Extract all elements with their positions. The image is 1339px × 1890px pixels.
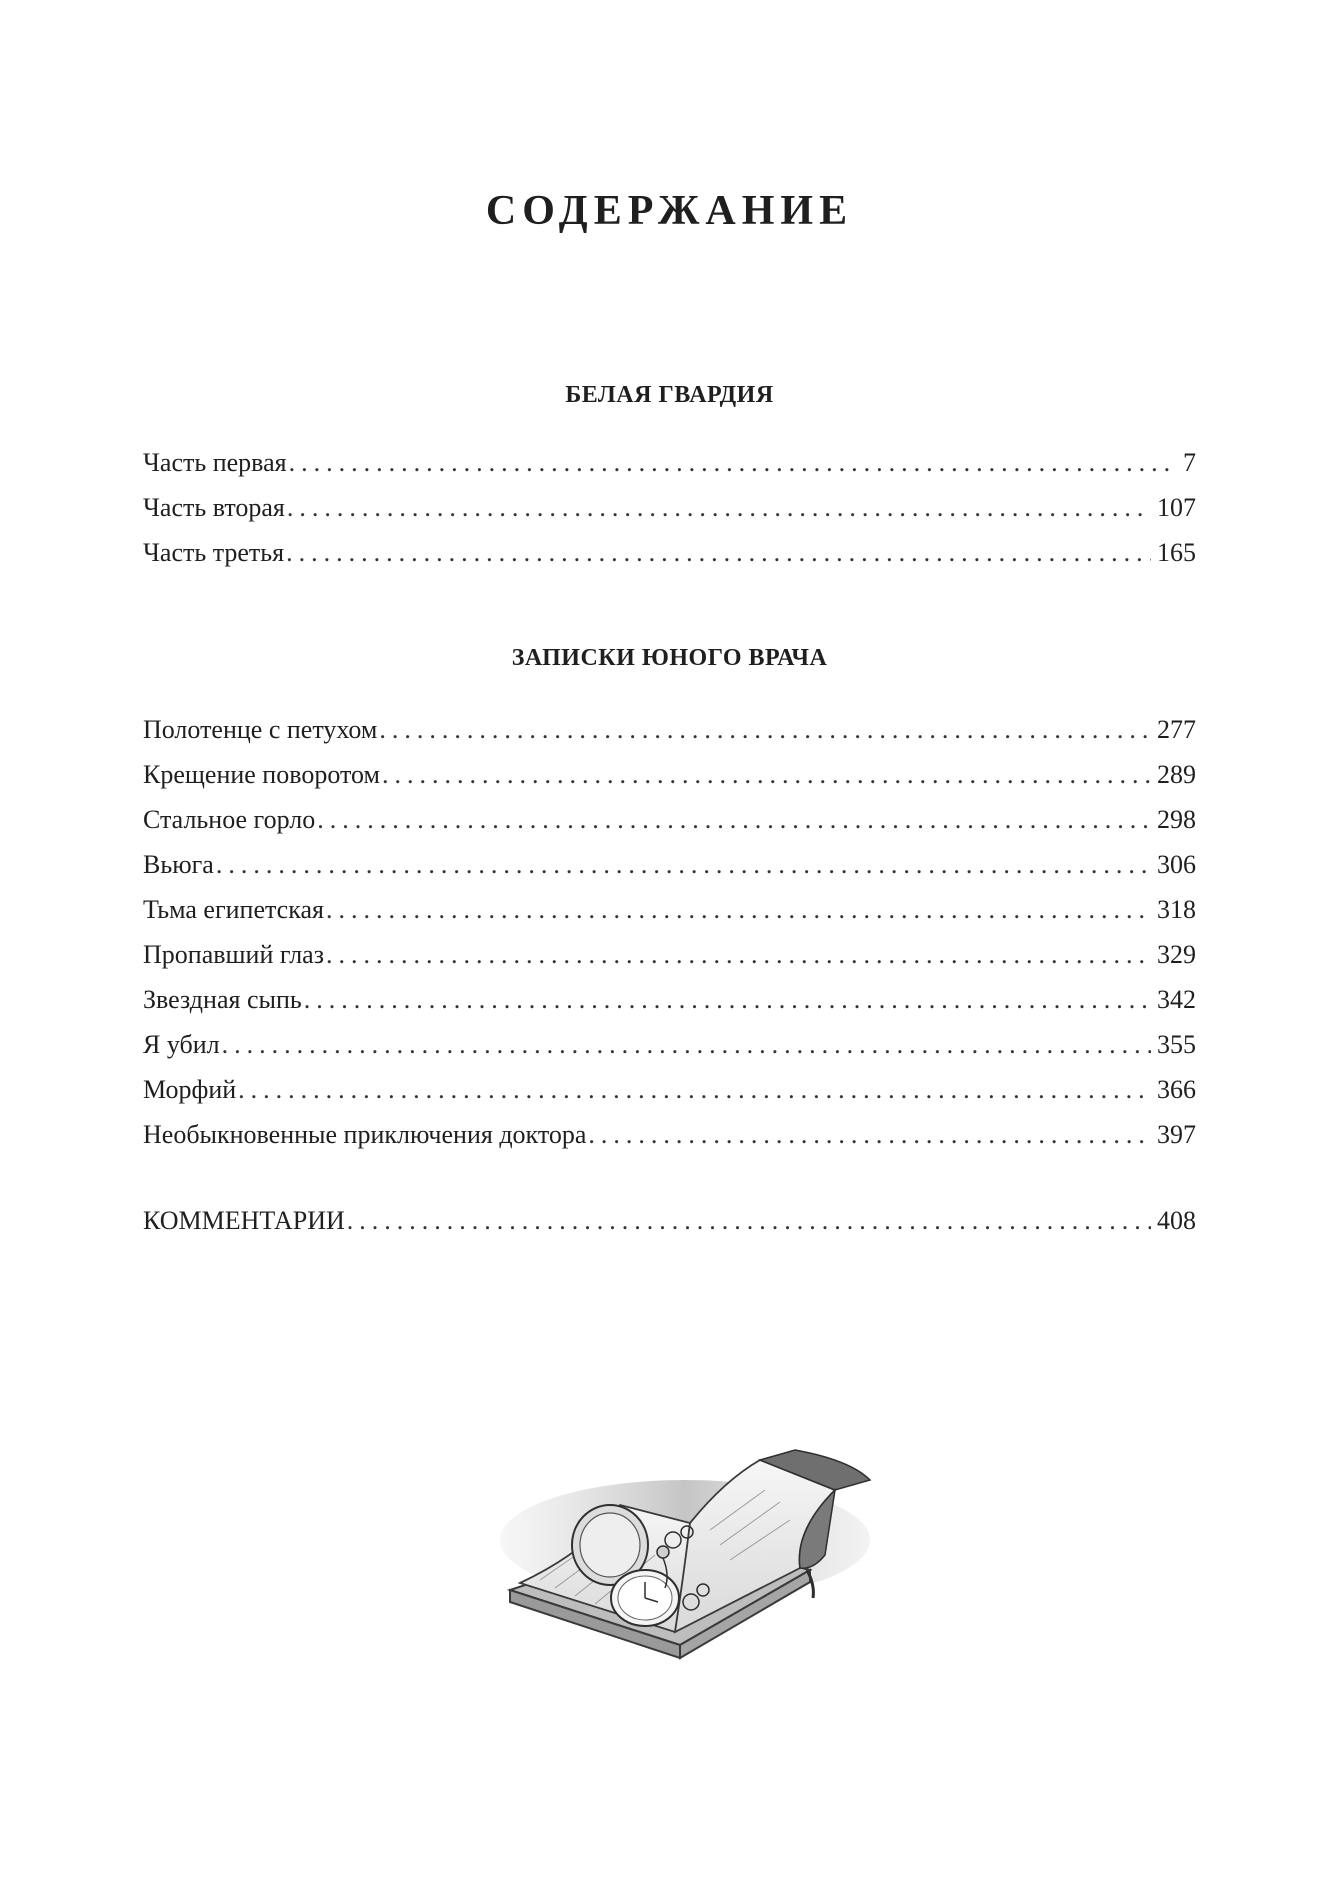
toc-entry-title: Звездная сыпь: [143, 985, 302, 1014]
toc-entry[interactable]: [143, 530, 1196, 575]
toc-entry[interactable]: [143, 485, 1196, 530]
toc-entry-title: Полотенце с петухом: [143, 715, 378, 744]
toc-entry-page: 329: [1157, 940, 1196, 969]
leader-dots: [347, 1198, 1151, 1243]
toc-entry-comments[interactable]: [143, 1198, 1196, 1243]
toc-entry[interactable]: [143, 1022, 1196, 1067]
leader-dots: [382, 752, 1151, 797]
toc-entry-title: Часть первая: [143, 448, 287, 477]
toc-entry-title: Необыкновенные приключения доктора: [143, 1120, 587, 1149]
toc-entry[interactable]: [143, 440, 1196, 485]
toc-entry[interactable]: [143, 887, 1196, 932]
toc-entry[interactable]: [143, 932, 1196, 977]
toc-entry-page: 306: [1157, 850, 1196, 879]
toc-entry-title: Тьма египетская: [143, 895, 324, 924]
toc-entry-title: Вьюга: [143, 850, 214, 879]
toc-entry-page: 342: [1157, 985, 1196, 1014]
toc-entry[interactable]: [143, 977, 1196, 1022]
toc-entry-page: 7: [1183, 448, 1196, 477]
page-title: СОДЕРЖАНИЕ: [485, 188, 854, 235]
toc-entry-page: 277: [1157, 715, 1196, 744]
leader-dots: [238, 1067, 1151, 1112]
leader-dots: [289, 440, 1177, 485]
leader-dots: [379, 707, 1151, 752]
toc-entry-title: КОММЕНТАРИИ: [143, 1206, 345, 1235]
section-heading-young-doctor: ЗАПИСКИ ЮНОГО ВРАЧА: [511, 644, 828, 671]
section-heading-white-guard: БЕЛАЯ ГВАРДИЯ: [565, 381, 774, 408]
toc-entry[interactable]: [143, 1067, 1196, 1112]
leader-dots: [287, 485, 1151, 530]
leader-dots: [588, 1112, 1151, 1157]
toc-entry-title: Пропавший глаз: [143, 940, 324, 969]
toc-entry-page: 355: [1157, 1030, 1196, 1059]
toc-entry-title: Часть третья: [143, 538, 285, 567]
toc-entry-page: 408: [1157, 1206, 1196, 1235]
toc-entry-page: 366: [1157, 1075, 1196, 1104]
toc-entry-page: 289: [1157, 760, 1196, 789]
toc-entry-page: 298: [1157, 805, 1196, 834]
toc-entry[interactable]: [143, 797, 1196, 842]
toc-entry-page: 165: [1157, 538, 1196, 567]
toc-entry-title: Я убил: [143, 1030, 220, 1059]
toc-list-comments: [143, 1198, 1196, 1243]
toc-entry-page: 318: [1157, 895, 1196, 924]
leader-dots: [216, 842, 1151, 887]
illustration-svg: [495, 1420, 875, 1670]
leader-dots: [304, 977, 1151, 1022]
toc-entry-title: Часть вторая: [143, 493, 285, 522]
toc-entry[interactable]: [143, 707, 1196, 752]
toc-entry[interactable]: [143, 842, 1196, 887]
open-book-with-pocket-watch-icon: [495, 1420, 875, 1670]
leader-dots: [326, 932, 1151, 977]
toc-entry[interactable]: [143, 1112, 1196, 1157]
toc-entry-page: 107: [1157, 493, 1196, 522]
toc-entry-page: 397: [1157, 1120, 1196, 1149]
leader-dots: [317, 797, 1151, 842]
toc-list-young-doctor: [143, 707, 1196, 1157]
toc-entry-title: Крещение поворотом: [143, 760, 380, 789]
toc-entry-title: Морфий: [143, 1075, 237, 1104]
toc-entry[interactable]: [143, 752, 1196, 797]
leader-dots: [326, 887, 1151, 932]
toc-entry-title: Стальное горло: [143, 805, 316, 834]
leader-dots: [286, 530, 1151, 575]
toc-list-white-guard: [143, 440, 1196, 575]
leader-dots: [222, 1022, 1151, 1067]
